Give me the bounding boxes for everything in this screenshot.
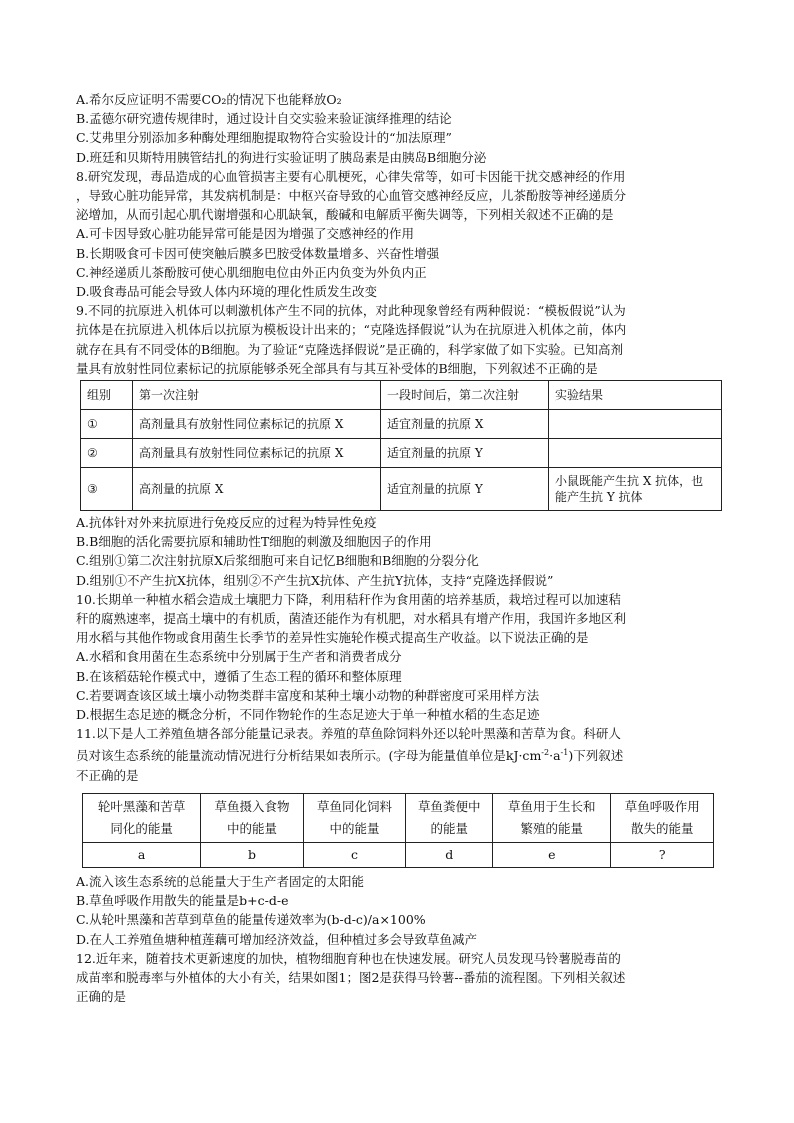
q7-option-a: A.希尔反应证明不需要CO₂的情况下也能释放O₂	[76, 92, 342, 107]
q10-option-c: C.若要调查该区域土壤小动物类群丰富度和某种土壤小动物的种群密度可采用样方法	[76, 687, 540, 703]
table-header-cell: 一段时间后，第二次注射	[381, 381, 549, 410]
header-line: 草鱼呼吸作用	[624, 798, 700, 814]
table-cell: 适宜剂量的抗原 X	[381, 410, 549, 439]
header-line: 轮叶黑藻和苦草	[97, 798, 186, 814]
q7-option-b: B.孟德尔研究遗传规律时，通过设计自交实验来验证演绎推理的结论	[76, 111, 452, 127]
question-9	[76, 301, 722, 590]
table-cell: 小鼠既能产生抗 X 抗体，也能产生抗 Y 抗体	[549, 468, 722, 511]
q9-experiment-table	[80, 380, 722, 511]
table-header-cell: 组别	[81, 381, 133, 410]
table-cell: ③	[81, 468, 133, 511]
header-line: 中的能量	[329, 820, 380, 836]
table-cell: a	[83, 842, 201, 867]
q11-unit-exponent: -1	[560, 748, 569, 758]
header-line: 草鱼摄入食物	[214, 798, 290, 814]
question-11	[76, 724, 722, 948]
q10-option-d: D.根据生态足迹的概念分析，不同作物轮作的生态足迹大于单一种植水稻的生态足迹	[76, 707, 540, 723]
table-cell	[549, 410, 722, 439]
table-header-cell: 实验结果	[549, 381, 722, 410]
header-line: 草鱼同化饲料	[317, 798, 393, 814]
table-cell: 高剂量具有放射性同位素标记的抗原 X	[133, 439, 381, 468]
q9-stem-line: 就存在具有不同受体的B细胞。为了验证“克隆选择假说”是正确的，科学家做了如下实验。已知高剂	[76, 341, 623, 357]
table-header-cell	[83, 793, 201, 842]
q12-stem-line: 成苗率和脱毒率与外植体的大小有关，结果如图1；图2是获得马铃薯--番茄的流程图。下列相关叙述	[76, 969, 626, 985]
q8-stem-line: 8.研究发现，毒品造成的心血管损害主要有心肌梗死，心律失常等，如可卡因能干扰交感神经的作用	[76, 168, 626, 184]
q10-option-a: A.水稻和食用菌在生态系统中分别属于生产者和消费者成分	[76, 649, 402, 665]
q8-stem-line: ，导致心脏功能异常，其发病机制是：中枢兴奋导致的心血管交感神经反应，儿茶酚胺等神经递质分	[76, 188, 627, 204]
q8-option-c: C.神经递质儿茶酚胺可使心肌细胞电位由外正内负变为外负内正	[76, 264, 427, 280]
header-line: 散失的能量	[630, 820, 694, 836]
q9-stem-line: 抗体是在抗原进入机体后以抗原为模板设计出来的；“克隆选择假说”认为在抗原进入机体之前，体内	[76, 322, 627, 338]
table-cell: ①	[81, 410, 133, 439]
q11-unit-exponent: -2	[541, 748, 550, 758]
question-8	[76, 167, 722, 301]
table-cell	[549, 439, 722, 468]
q8-stem-line: 泌增加，从而引起心肌代谢增强和心肌缺氧，酸碱和电解质平衡失调等，下列相关叙述不正确的是	[76, 207, 614, 223]
table-cell: ②	[81, 439, 133, 468]
q7-option-d: D.班廷和贝斯特用胰管结扎的狗进行实验证明了胰岛素是由胰岛B细胞分泌	[76, 149, 487, 165]
q8-option-d: D.吸食毒品可能会导致人体内环境的理化性质发生改变	[76, 284, 378, 300]
q11-stem-text: )下列叙述	[568, 748, 624, 764]
q12-stem-line: 12.近年来，随着技术更新速度的加快，植物细胞育种也在快速发展。研究人员发现马铃薯脱毒苗的	[76, 950, 621, 966]
q9-option-c: C.组别①第二次注射抗原X后浆细胞可来自记忆B细胞和B细胞的分裂分化	[76, 553, 479, 569]
table-cell: b	[201, 842, 304, 867]
q11-stem-text: 员对该生态系统的能量流动情况进行分析结果如表所示。(字母为能量值单位是kJ·cm	[76, 748, 542, 764]
q7-option-c: C.艾弗里分别添加多种酶处理细胞提取物符合实验设计的“加法原理”	[76, 130, 452, 146]
table-cell: 适宜剂量的抗原 Y	[381, 468, 549, 511]
header-line: 繁殖的能量	[520, 820, 584, 836]
table-cell: c	[303, 842, 406, 867]
q9-option-d: D.组别①不产生抗X抗体，组别②不产生抗X抗体、产生抗Y抗体，支持“克隆选择假说”	[76, 572, 554, 588]
table-cell: ?	[611, 842, 714, 867]
q11-option-c: C.从轮叶黑藻和苦草到草鱼的能量传递效率为(b-d-c)/a×100%	[76, 912, 426, 928]
table-cell: 高剂量的抗原 X	[133, 468, 381, 511]
table-cell: e	[493, 842, 611, 867]
table-cell: d	[406, 842, 493, 867]
table-header-row	[81, 381, 722, 410]
table-cell: 适宜剂量的抗原 Y	[381, 439, 549, 468]
table-row	[81, 439, 722, 468]
q11-energy-table	[82, 793, 714, 868]
q8-option-a: A.可卡因导致心脏功能异常可能是因为增强了交感神经的作用	[76, 226, 415, 242]
header-line: 草鱼用于生长和	[508, 798, 596, 814]
table-header-cell	[611, 793, 714, 842]
exam-page	[76, 90, 722, 1006]
q10-option-b: B.在该稻菇轮作模式中，遵循了生态工程的循环和整体原理	[76, 668, 402, 684]
q11-option-a: A.流入该生态系统的总能量大于生产者固定的太阳能	[76, 873, 365, 889]
q11-unit-text: ·a	[549, 748, 561, 764]
q11-stem-line: 11.以下是人工养殖鱼塘各部分能量记录表。养殖的草鱼除饲料外还以轮叶黑藻和苦草为食。科研人	[76, 726, 621, 742]
q9-stem-line: 9.不同的抗原进入机体可以刺激机体产生不同的抗体，对此种现象曾经有两种假说：“模板假说”认为	[76, 303, 626, 319]
q11-stem-line	[76, 743, 722, 765]
table-cell: 高剂量具有放射性同位素标记的抗原 X	[133, 410, 381, 439]
header-line: 同化的能量	[110, 820, 173, 836]
q10-stem-line: 秆的腐熟速率，提高土壤中的有机质，菌渣还能作为有机肥，对水稻具有增产作用，我国许多地区利	[76, 611, 627, 627]
q9-stem-line: 量具有放射性同位素标记的抗原能够杀死全部具有与其互补受体的B细胞，下列叙述不正确的是	[76, 360, 598, 376]
q9-option-a: A.抗体针对外来抗原进行免疫反应的过程为特异性免疫	[76, 515, 377, 531]
q8-option-b: B.长期吸食可卡因可使突触后膜多巴胺受体数量增多、兴奋性增强	[76, 245, 440, 261]
question-12	[76, 949, 722, 1007]
q12-stem-line: 正确的是	[76, 989, 127, 1005]
table-header-cell: 第一次注射	[133, 381, 381, 410]
table-row	[81, 468, 722, 511]
q9-option-b: B.B细胞的活化需要抗原和辅助性T细胞的刺激及细胞因子的作用	[76, 534, 432, 550]
q7-options	[76, 90, 722, 167]
q10-stem-line: 用水稻与其他作物或食用菌生长季节的差异性实施轮作模式提高生产收益。以下说法正确的是	[76, 630, 589, 646]
q10-stem-line: 10.长期单一种植水稻会造成土壤肥力下降，利用秸秆作为食用菌的培养基质，栽培过程可以加速秸	[76, 591, 621, 607]
table-header-cell	[303, 793, 406, 842]
q11-option-d: D.在人工养殖鱼塘种植莲藕可增加经济效益，但种植过多会导致草鱼减产	[76, 931, 478, 947]
q11-option-b: B.草鱼呼吸作用散失的能量是b+c-d-e	[76, 893, 289, 909]
header-line: 中的能量	[226, 820, 277, 836]
table-header-cell	[493, 793, 611, 842]
header-line: 的能量	[430, 820, 468, 836]
table-header-cell	[406, 793, 493, 842]
table-row	[83, 842, 714, 867]
question-10	[76, 590, 722, 724]
table-row	[81, 410, 722, 439]
table-header-row	[83, 793, 714, 842]
header-line: 草鱼粪便中	[417, 798, 481, 814]
table-header-cell	[201, 793, 304, 842]
q11-stem-line: 不正确的是	[76, 767, 139, 783]
